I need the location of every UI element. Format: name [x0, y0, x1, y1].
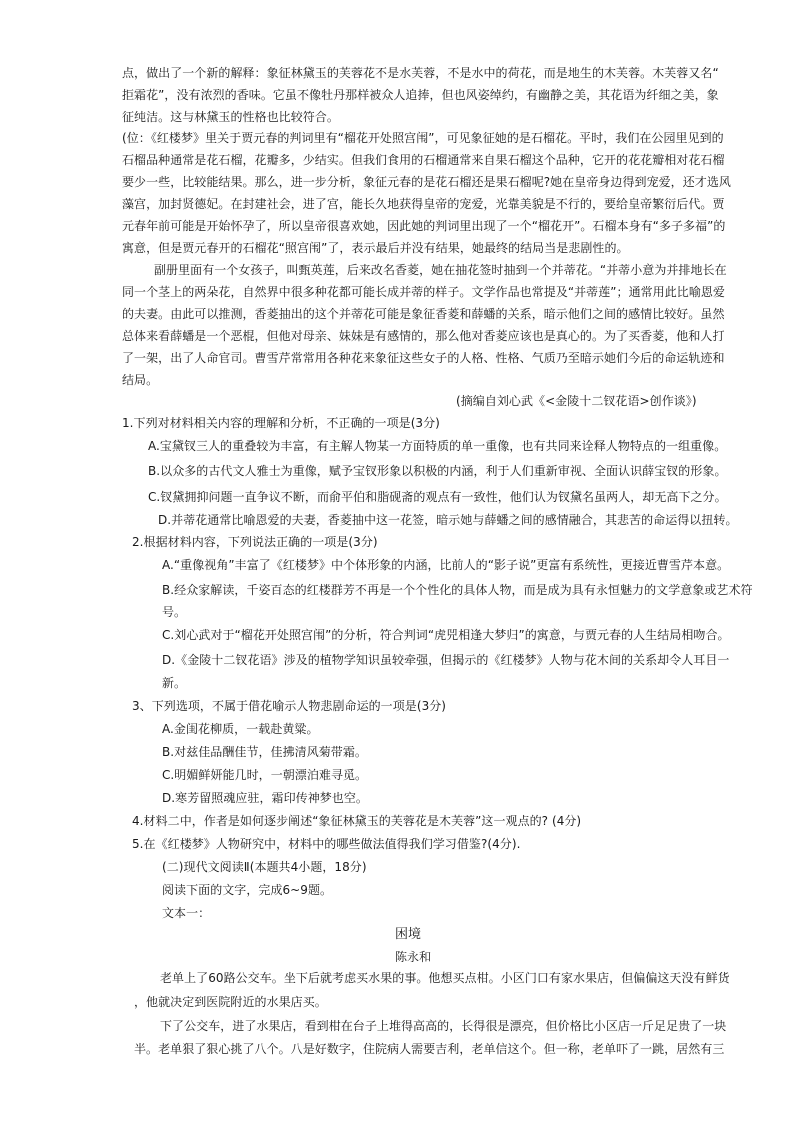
text-line: ，他就决定到医院附近的水果店买。 [134, 995, 327, 1009]
question-1: 1.下列对材料相关内容的理解和分析，不正确的一项是(3分) [122, 416, 440, 430]
option-d: D.寒芳留照魂应驻，霜印传神梦也空。 [162, 791, 368, 805]
option-c: C.钗黛拥抑问题一直争议不断，而俞平伯和脂砚斋的观点有一致性，他们认为钗黛名虽两人，却无高下之分。 [148, 490, 727, 504]
source-citation: (摘编自刘心武《<金陵十二钗花语>创作谈》) [456, 394, 697, 408]
text-line: 同一个茎上的两朵花，自然界中很多种花都可能长成并蒂的样子。文学作品也常提及“并蒂莲”；通常用此比喻恩爱 [122, 285, 725, 299]
text-line: 征纯洁。这与林黛玉的性格也比较符合。 [122, 110, 339, 124]
option-b: B.以众多的古代文人雅士为重像，赋予宝钗形象以积极的内涵，利于人们重新审视、全面认识薛宝钗的形象。 [148, 464, 727, 478]
text-line: (位：《红楼梦》里关于贾元春的判词里有“榴花开处照宫闱”，可见象征她的是石榴花。平时，我们在公园里见到的 [122, 131, 724, 145]
text-line: 老单上了60路公交车。坐下后就考虑买水果的事。他想买点柑。小区门口有家水果店，但偏偏这天没有鲜货 [160, 971, 730, 985]
text-line: 的夫妻。由此可以推测，香菱抽出的这个并蒂花可能是象征香菱和薛蟠的关系，暗示他们之间的感情比较好。虽然 [122, 307, 725, 321]
story-author: 陈永和 [395, 950, 432, 964]
text-line: 石榴品种通常是花石榴，花瓣多，少结实。但我们食用的石榴通常来自果石榴这个品种，它开的花花瓣相对花石榴 [122, 153, 725, 167]
text-line: 点，做出了一个新的解释：象征林黛玉的芙蓉花不是水芙蓉，不是水中的荷花，而是地生的木芙蓉。木芙蓉又名“ [122, 66, 719, 80]
question-4: 4.材料二中，作者是如何逐步阐述“象征林黛玉的芙蓉花是木芙蓉”这一观点的? (4分) [132, 814, 582, 828]
option-c: C.明媚鲜妍能几时，一朝漂泊难寻觅。 [162, 768, 368, 782]
story-title: 困境 [395, 927, 422, 942]
option-b-cont: 号。 [162, 605, 187, 619]
text-line: 要少一些，比较能结果。那么，进一步分析，象征元春的是花石榴还是果石榴呢?她在皇帝身边得到宠爱，还才选风 [122, 175, 731, 189]
option-a: A.“重像视角”丰富了《红楼梦》中个体形象的内涵，比前人的“影子说”更富有系统性，更接近曹雪芹本意。 [162, 558, 730, 572]
option-b: B.对兹佳品酬佳节，佳拂清风菊带霜。 [162, 745, 367, 759]
option-c: C.刘心武对于“榴花开处照宫闱”的分析，符合判词“虎兕相逢大梦归”的寓意，与贾元春的人生结局相吻合。 [162, 628, 730, 642]
text-line: 拒霜花”，没有浓烈的香味。它虽不像牡丹那样被众人追捧，但也风姿绰约，有幽静之美，其花语为纤细之美，象 [122, 88, 719, 102]
text-label: 文本一： [162, 906, 211, 920]
text-line: 副册里面有一个女孩子，叫甄英莲，后来改名香菱，她在抽花签时抽到一个并蒂花。“并蒂小意为并排地长在 [154, 263, 727, 277]
option-d: D.《金陵十二钗花语》涉及的植物学知识虽较牵强，但揭示的《红楼梦》人物与花木间的关系却令人耳目一 [162, 653, 730, 667]
text-line: 总体来看薛蟠是一个恶棍，但他对母亲、妹妹是有感情的，那么他对香菱应该也是真心的。为了买香菱，他和人打 [122, 329, 725, 343]
text-line: 了一架，出了人命官司。曹雪芹常常用各种花来象征这些女子的人格、性格、气质乃至暗示她们今后的命运轨迹和 [122, 351, 725, 365]
option-d: D.并蒂花通常比喻恩爱的夫妻，香菱抽中这一花签，暗示她与薛蟠之间的感情融合，其悲苦的命运得以扭转。 [158, 513, 738, 527]
section-heading: (二)现代文阅读Ⅱ(本题共4小题，18分) [162, 860, 367, 874]
instruction: 阅读下面的文字，完成6~9题。 [162, 883, 333, 897]
question-3: 3、下列选项，不属于借花喻示人物悲剧命运的一项是(3分) [132, 699, 447, 713]
text-line: 藻宫，加封贤德妃。在封建社会，进了宫，能长久地获得皇帝的宠爱，光靠美貌是不行的，要给皇帝繁衍后代。贾 [122, 197, 725, 211]
option-d-cont: 新。 [162, 676, 187, 690]
text-line: 寓意，但是贾元春开的石榴花“照宫闱”了，表示最后并没有结果，她最终的结局当是悲剧性的。 [122, 241, 629, 255]
option-b: B.经众家解读，千姿百态的红楼群芳不再是一个个性化的具体人物，而是成为具有永恒魅力的文学意象或艺术符 [162, 583, 753, 597]
option-a: A.金闺花柳质，一载赴黄粱。 [162, 722, 319, 736]
option-a: A.宝黛钗三人的重叠较为丰富，有主解人物某一方面特质的单一重像，也有共同来诠释人物特点的一组重像。 [148, 439, 727, 453]
question-2: 2.根据材料内容，下列说法正确的一项是(3分) [132, 535, 378, 549]
text-line: 元春年前可能是开始怀孕了，所以皇帝很喜欢她，因此她的判词里出现了一个“榴花开”。石榴本身有“多子多福”的 [122, 219, 726, 233]
text-line: 下了公交车，进了水果店，看到柑在台子上堆得高高的，长得很是漂亮，但价格比小区店一斤足足贵了一块 [160, 1019, 727, 1033]
text-line: 半。老单狠了狠心挑了八个。八是好数字，住院病人需要吉利，老单信这个。但一称，老单吓了一跳，居然有三 [134, 1042, 725, 1056]
text-line: 结局。 [122, 373, 159, 387]
question-5: 5.在《红楼梦》人物研究中，材料中的哪些做法值得我们学习借鉴?(4分). [132, 837, 521, 851]
